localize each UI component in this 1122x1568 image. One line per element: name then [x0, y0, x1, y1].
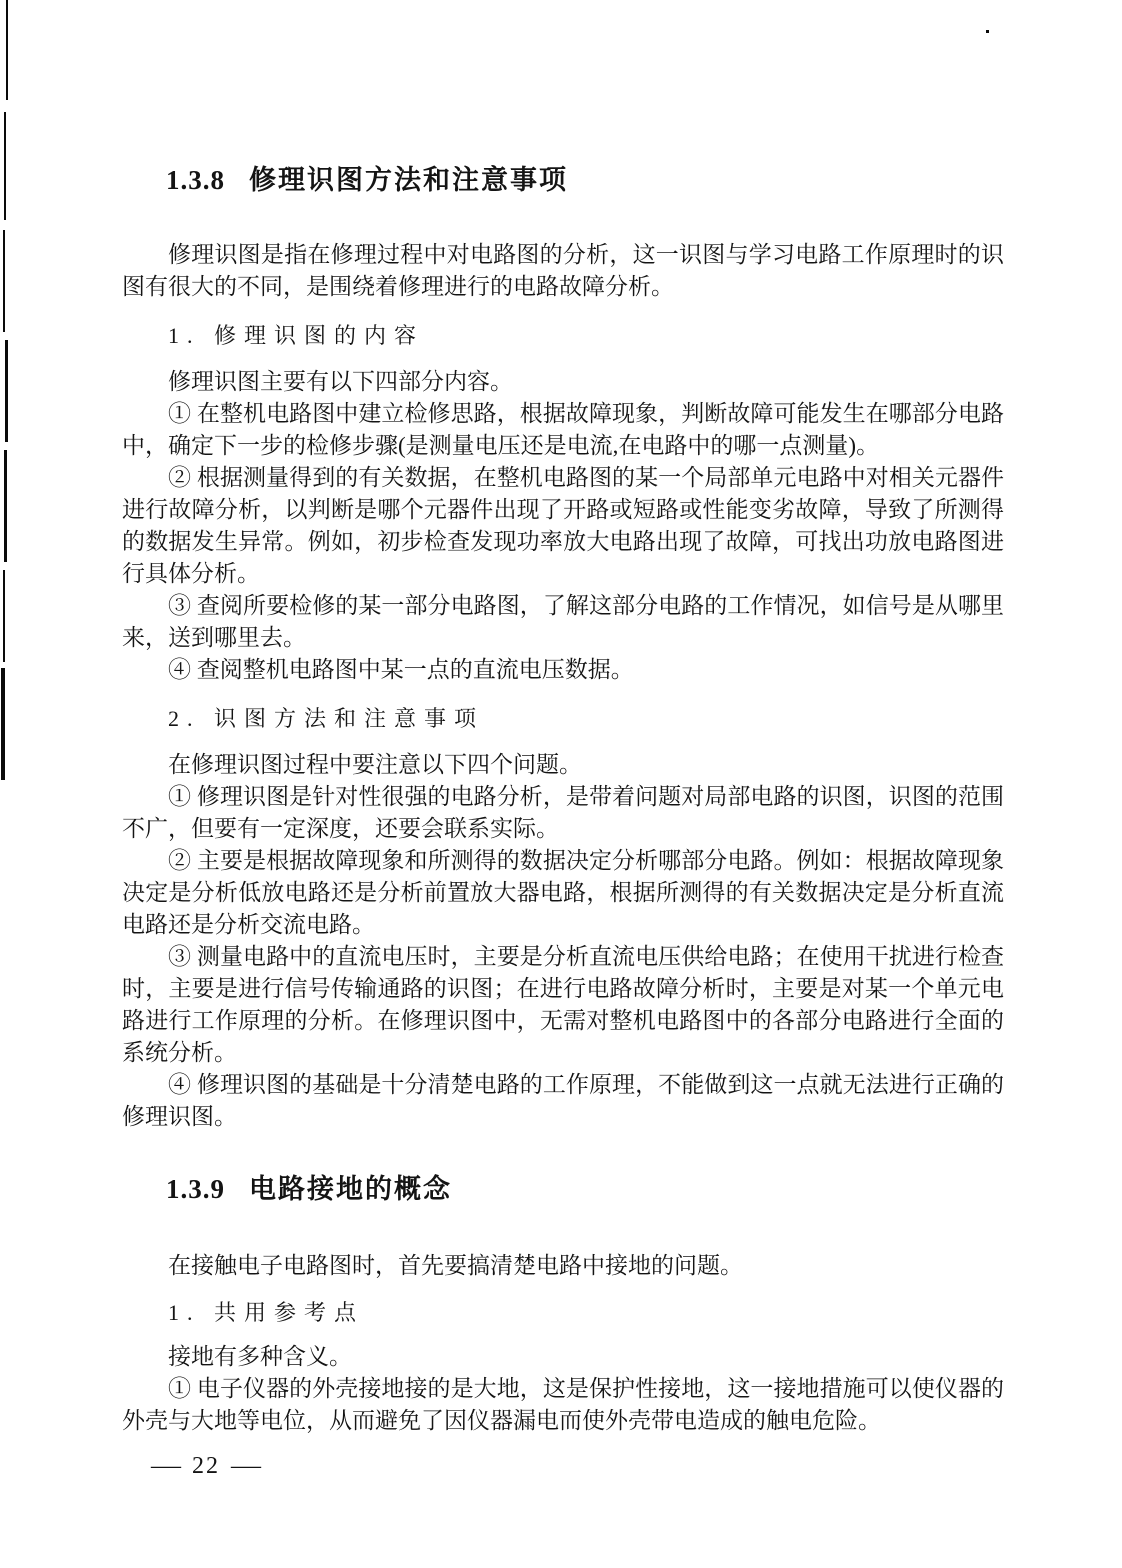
section-title: 修理识图方法和注意事项	[249, 165, 568, 195]
scan-artifact-line	[4, 450, 7, 562]
page-footer	[151, 1453, 1004, 1480]
paragraph-intro-139: 在接触电子电路图时，首先要搞清楚电路中接地的问题。	[168, 1253, 743, 1278]
list-item-paragraph: ④ 查阅整机电路图中某一点的直流电压数据。	[168, 657, 634, 682]
list-item-paragraph: ② 根据测量得到的有关数据，在整机电路图的某一个局部单元电路中对相关元器件进行故障分析，以判断是哪个元器件出现了开路或短路或性能变劣故障，导致了所测得的数据发生异常。例如，初步检查发现功率放大电路出现了故障，可找出功放电路图进行具体分析。	[122, 465, 1004, 586]
page-content	[122, 158, 1004, 1480]
section-title: 电路接地的概念	[249, 1174, 452, 1204]
footer-right-dash: —	[231, 1453, 261, 1479]
paragraph-lead: 修理识图主要有以下四部分内容。	[168, 369, 513, 394]
page-number: 22	[192, 1453, 220, 1479]
list-item-paragraph: ③ 测量电路中的直流电压时，主要是分析直流电压供给电路；在使用干扰进行检查时，主要是进行信号传输通路的识图；在进行电路故障分析时，主要是对某一个单元电路进行工作原理的分析。在修理识图中，无需对整机电路图中的各部分电路进行全面的系统分析。	[122, 944, 1004, 1065]
paragraph-lead: 在修理识图过程中要注意以下四个问题。	[168, 752, 582, 777]
list-item-paragraph: ③ 查阅所要检修的某一部分电路图，了解这部分电路的工作情况，如信号是从哪里来，送到哪里去。	[122, 593, 1004, 650]
sub-heading-repair-content: 1. 修理识图的内容	[168, 323, 425, 348]
scan-artifact-dot	[986, 30, 989, 33]
scan-artifact-line	[6, 0, 8, 100]
scan-artifact-line	[4, 112, 6, 220]
scan-artifact-line	[1, 668, 5, 780]
section-heading-139	[166, 1167, 1004, 1206]
scan-artifact-line	[3, 570, 5, 662]
scan-artifact-line	[3, 230, 5, 332]
footer-left-dash: —	[151, 1453, 181, 1479]
section-number: 1.3.8	[166, 165, 225, 195]
scan-artifact-line	[5, 340, 8, 442]
list-item-paragraph: ① 电子仪器的外壳接地接的是大地，这是保护性接地，这一接地措施可以使仪器的外壳与大地等电位，从而避免了因仪器漏电而使外壳带电造成的触电危险。	[122, 1376, 1004, 1433]
paragraph-lead: 接地有多种含义。	[168, 1344, 352, 1369]
section-number: 1.3.9	[166, 1174, 225, 1204]
list-item-paragraph: ④ 修理识图的基础是十分清楚电路的工作原理，不能做到这一点就无法进行正确的修理识图。	[122, 1072, 1004, 1129]
list-item-paragraph: ① 在整机电路图中建立检修思路，根据故障现象，判断故障可能发生在哪部分电路中，确定下一步的检修步骤(是测量电压还是电流,在电路中的哪一点测量)。	[122, 401, 1004, 458]
sub-heading-method-notes: 2. 识图方法和注意事项	[168, 706, 485, 731]
paragraph-intro-138: 修理识图是指在修理过程中对电路图的分析，这一识图与学习电路工作原理时的识图有很大的不同，是围绕着修理进行的电路故障分析。	[122, 242, 1004, 299]
sub-heading-common-reference: 1. 共用参考点	[168, 1300, 365, 1325]
list-item-paragraph: ① 修理识图是针对性很强的电路分析，是带着问题对局部电路的识图，识图的范围不广，但要有一定深度，还要会联系实际。	[122, 784, 1004, 841]
section-heading-138	[166, 158, 1004, 197]
list-item-paragraph: ② 主要是根据故障现象和所测得的数据决定分析哪部分电路。例如：根据故障现象决定是分析低放电路还是分析前置放大器电路，根据所测得的有关数据决定是分析直流电路还是分析交流电路。	[122, 848, 1004, 937]
